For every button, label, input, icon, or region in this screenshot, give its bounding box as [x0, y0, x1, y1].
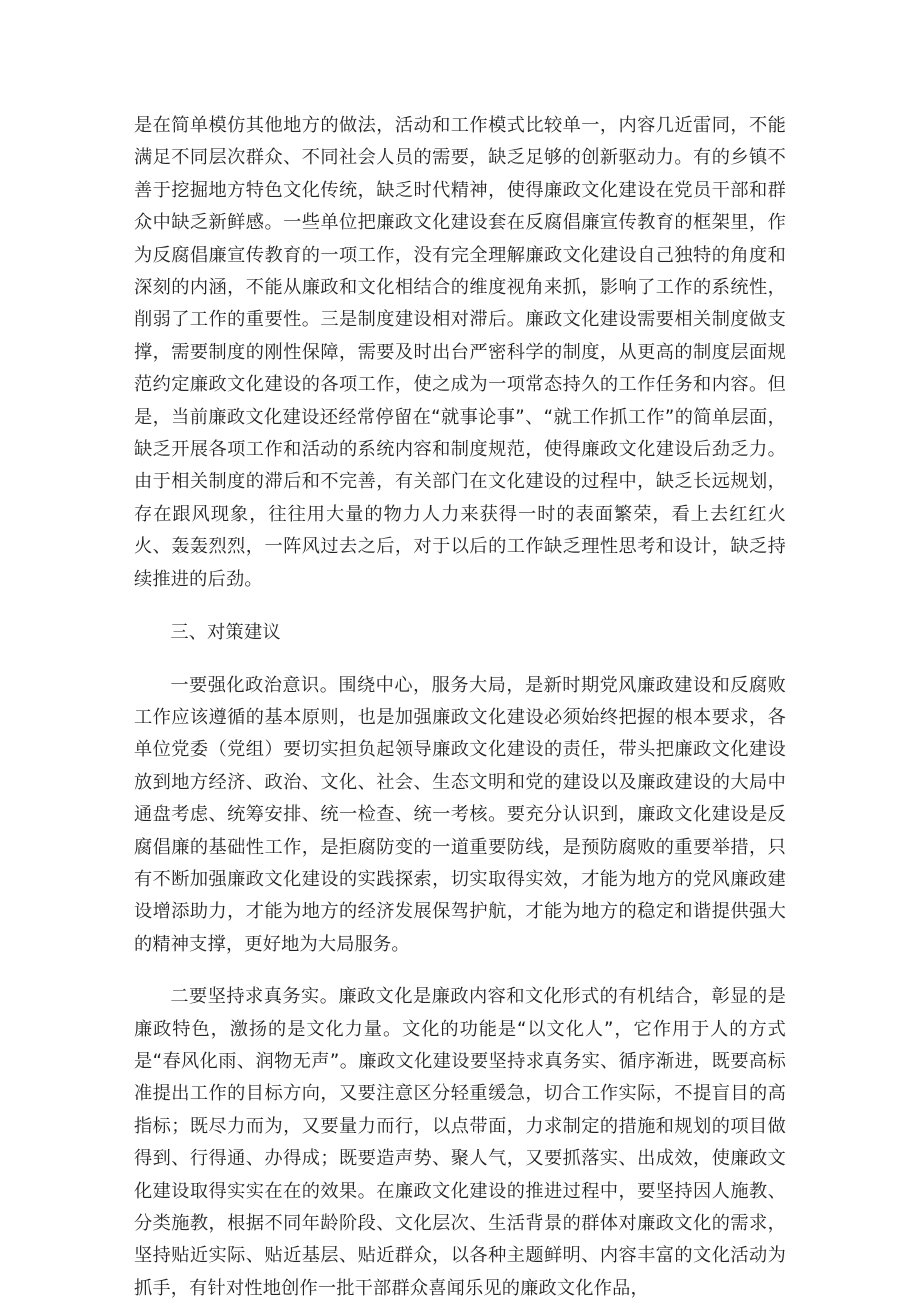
- paragraph-continued: 是在简单模仿其他地方的做法，活动和工作模式比较单一，内容几近雷同，不能满足不同层次群众、不同社会人员的需要，缺乏足够的创新驱动力。有的乡镇不善于挖掘地方特色文化传统，缺乏时代精神，使得廉政文化建设在党员干部和群众中缺乏新鲜感。一些单位把廉政文化建设套在反腐倡廉宣传教育的框架里，作为反腐倡廉宣传教育的一项工作，没有完全理解廉政文化建设自己独特的角度和深刻的内涵，不能从廉政和文化相结合的维度视角来抓，影响了工作的系统性，削弱了工作的重要性。三是制度建设相对滞后。廉政文化建设需要相关制度做支撑，需要制度的刚性保障，需要及时出台严密科学的制度，从更高的制度层面规范约定廉政文化建设的各项工作，使之成为一项常态持久的工作任务和内容。但是，当前廉政文化建设还经常停留在“就事论事”、“就工作抓工作”的简单层面，缺乏开展各项工作和活动的系统内容和制度规范，使得廉政文化建设后劲乏力。由于相关制度的滞后和不完善，有关部门在文化建设的过程中，缺乏长远规划，存在跟风现象，往往用大量的物力人力来获得一时的表面繁荣，看上去红红火火、轰轰烈烈，一阵风过去之后，对于以后的工作缺乏理性思考和设计，缺乏持续推进的后劲。: [134, 115, 786, 590]
- document-body: [134, 110, 786, 1305]
- paragraph-spacer: [134, 650, 786, 670]
- section-heading: 三、对策建议: [170, 622, 281, 644]
- paragraph-spacer: [134, 596, 786, 617]
- paragraph-spacer: [134, 961, 786, 981]
- paragraph-pragmatism: 二要坚持求真务实。廉政文化是廉政内容和文化形式的有机结合，彰显的是廉政特色，激扬的是文化力量。文化的功能是“以文化人”，它作用于人的方式是“春风化雨、润物无声”。廉政文化建设要坚持求真务实、循序渐进，既要高标准提出工作的目标方向，又要注意区分轻重缓急，切合工作实际，不提盲目的高指标；既尽力而为，又要量力而行，以点带面，力求制定的措施和规划的项目做得到、行得通、办得成；既要造声势、聚人气，又要抓落实、出成效，使廉政文化建设取得实实在在的效果。在廉政文化建设的推进过程中，要坚持因人施教、分类施教，根据不同年龄阶段、文化层次、生活背景的群体对廉政文化的需求，坚持贴近实际、贴近基层、贴近群众，以各种主题鲜明、内容丰富的文化活动为抓手，有针对性地创作一批干部群众喜闻乐见的廉政文化作品，: [134, 986, 786, 1299]
- paragraph-political-awareness: 一要强化政治意识。围绕中心，服务大局，是新时期党风廉政建设和反腐败工作应该遵循的基本原则，也是加强廉政文化建设必须始终把握的根本要求，各单位党委（党组）要切实担负起领导廉政文化建设的责任，带头把廉政文化建设放到地方经济、政治、文化、社会、生态文明和党的建设以及廉政建设的大局中通盘考虑、统筹安排、统一检查、统一考核。要充分认识到，廉政文化建设是反腐倡廉的基础性工作，是拒腐防变的一道重要防线，是预防腐败的重要举措，只有不断加强廉政文化建设的实践探索，切实取得实效，才能为地方的党风廉政建设增添助力，才能为地方的经济发展保驾护航，才能为地方的稳定和谐提供强大的精神支撑，更好地为大局服务。: [134, 674, 786, 955]
